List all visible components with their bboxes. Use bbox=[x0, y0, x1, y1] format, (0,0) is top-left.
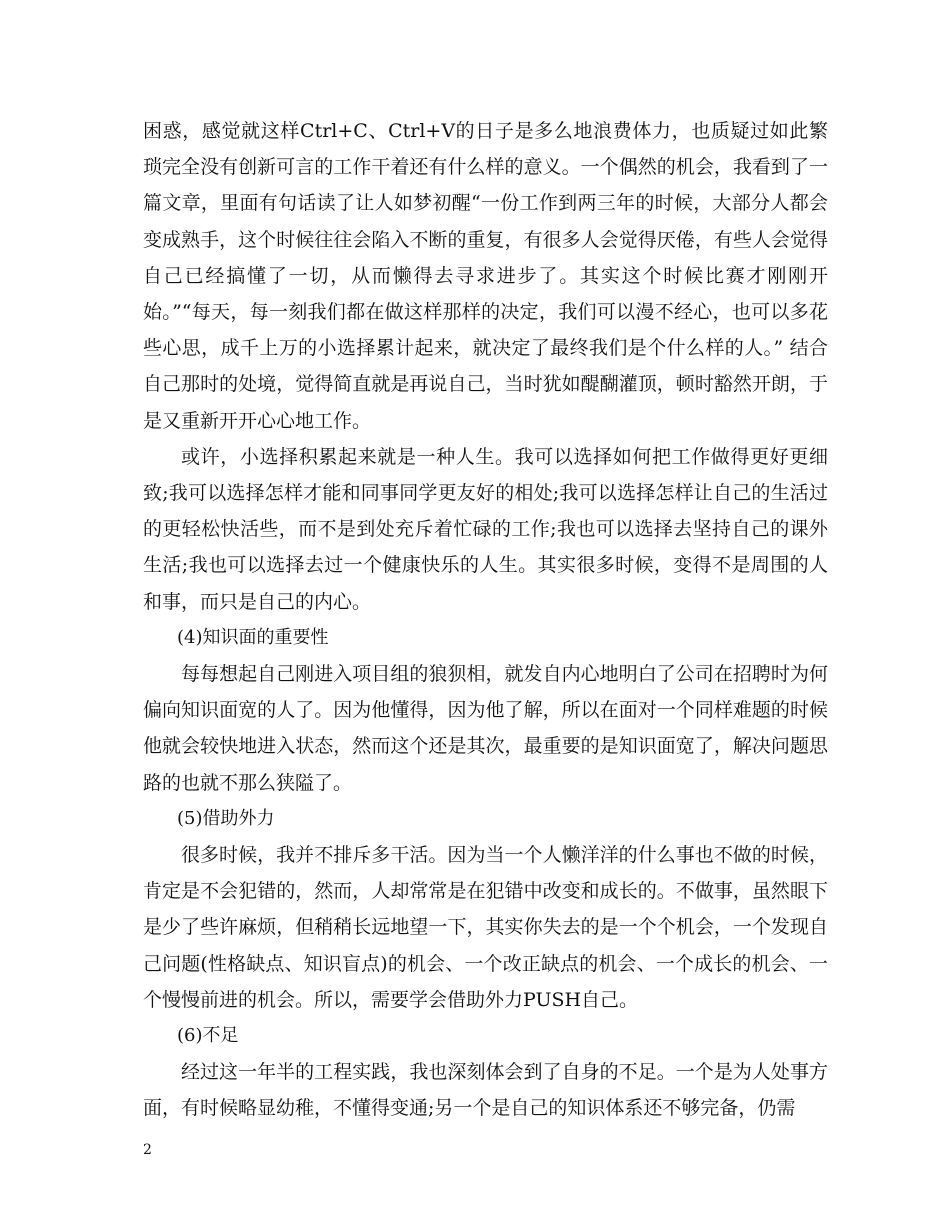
document-body bbox=[143, 113, 828, 1127]
page-number: 2 bbox=[143, 1142, 152, 1158]
paragraph-body: 很多时候，我并不排斥多干活。因为当一个人懒洋洋的什么事也不做的时候，肯定是不会犯错的，然而，人却常常是在犯错中改变和成长的。不做事，虽然眼下是少了些许麻烦，但稍稍长远地望一下，其实你失去的是一个个机会，一个发现自己问题(性格缺点、知识盲点)的机会、一个改正缺点的机会、一个成长的机会、一个慢慢前进的机会。所以，需要学会借助外力PUSH自己。 bbox=[143, 844, 828, 1011]
section-heading: (4)知识面的重要性 bbox=[177, 626, 329, 648]
section-heading: (6)不足 bbox=[177, 1025, 239, 1047]
paragraph-body: 经过这一年半的工程实践，我也深刻体会到了自身的不足。一个是为人处事方面，有时候略显幼稚，不懂得变通;另一个是自己的知识体系还不够完备，仍需 bbox=[143, 1061, 828, 1120]
paragraph-body: 或许，小选择积累起来就是一种人生。我可以选择如何把工作做得更好更细致;我可以选择怎样才能和同事同学更友好的相处;我可以选择怎样让自己的生活过的更轻松快活些，而不是到处充斥着忙碌的工作;我也可以选择去坚持自己的课外生活;我也可以选择去过一个健康快乐的人生。其实很多时候，变得不是周围的人和事，而只是自己的内心。 bbox=[143, 445, 828, 613]
section-heading: (5)借助外力 bbox=[177, 807, 275, 829]
paragraph-body: 困惑，感觉就这样Ctrl+C、Ctrl+V的日子是多么地浪费体力，也质疑过如此繁琐完全没有创新可言的工作干着还有什么样的意义。一个偶然的机会，我看到了一篇文章，里面有句话读了让人如梦初醒“一份工作到两三年的时候，大部分人都会变成熟手，这个时候往往会陷入不断的重复，有很多人会觉得厌倦，有些人会觉得自己已经搞懂了一切，从而懒得去寻求进步了。其实这个时候比赛才刚刚开始。”“每天，每一刻我们都在做这样那样的决定，我们可以漫不经心，也可以多花些心思，成千上万的小选择累计起来，就决定了最终我们是个什么样的人。” 结合自己那时的处境，觉得简直就是再说自己，当时犹如醍醐灌顶，顿时豁然开朗，于是又重新开开心心地工作。 bbox=[143, 120, 828, 432]
paragraph-body: 每每想起自己刚进入项目组的狼狈相，就发自内心地明白了公司在招聘时为何偏向知识面宽的人了。因为他懂得，因为他了解，所以在面对一个同样难题的时候他就会较快地进入状态，然而这个还是其次，最重要的是知识面宽了，解决问题思路的也就不那么狭隘了。 bbox=[143, 663, 828, 794]
